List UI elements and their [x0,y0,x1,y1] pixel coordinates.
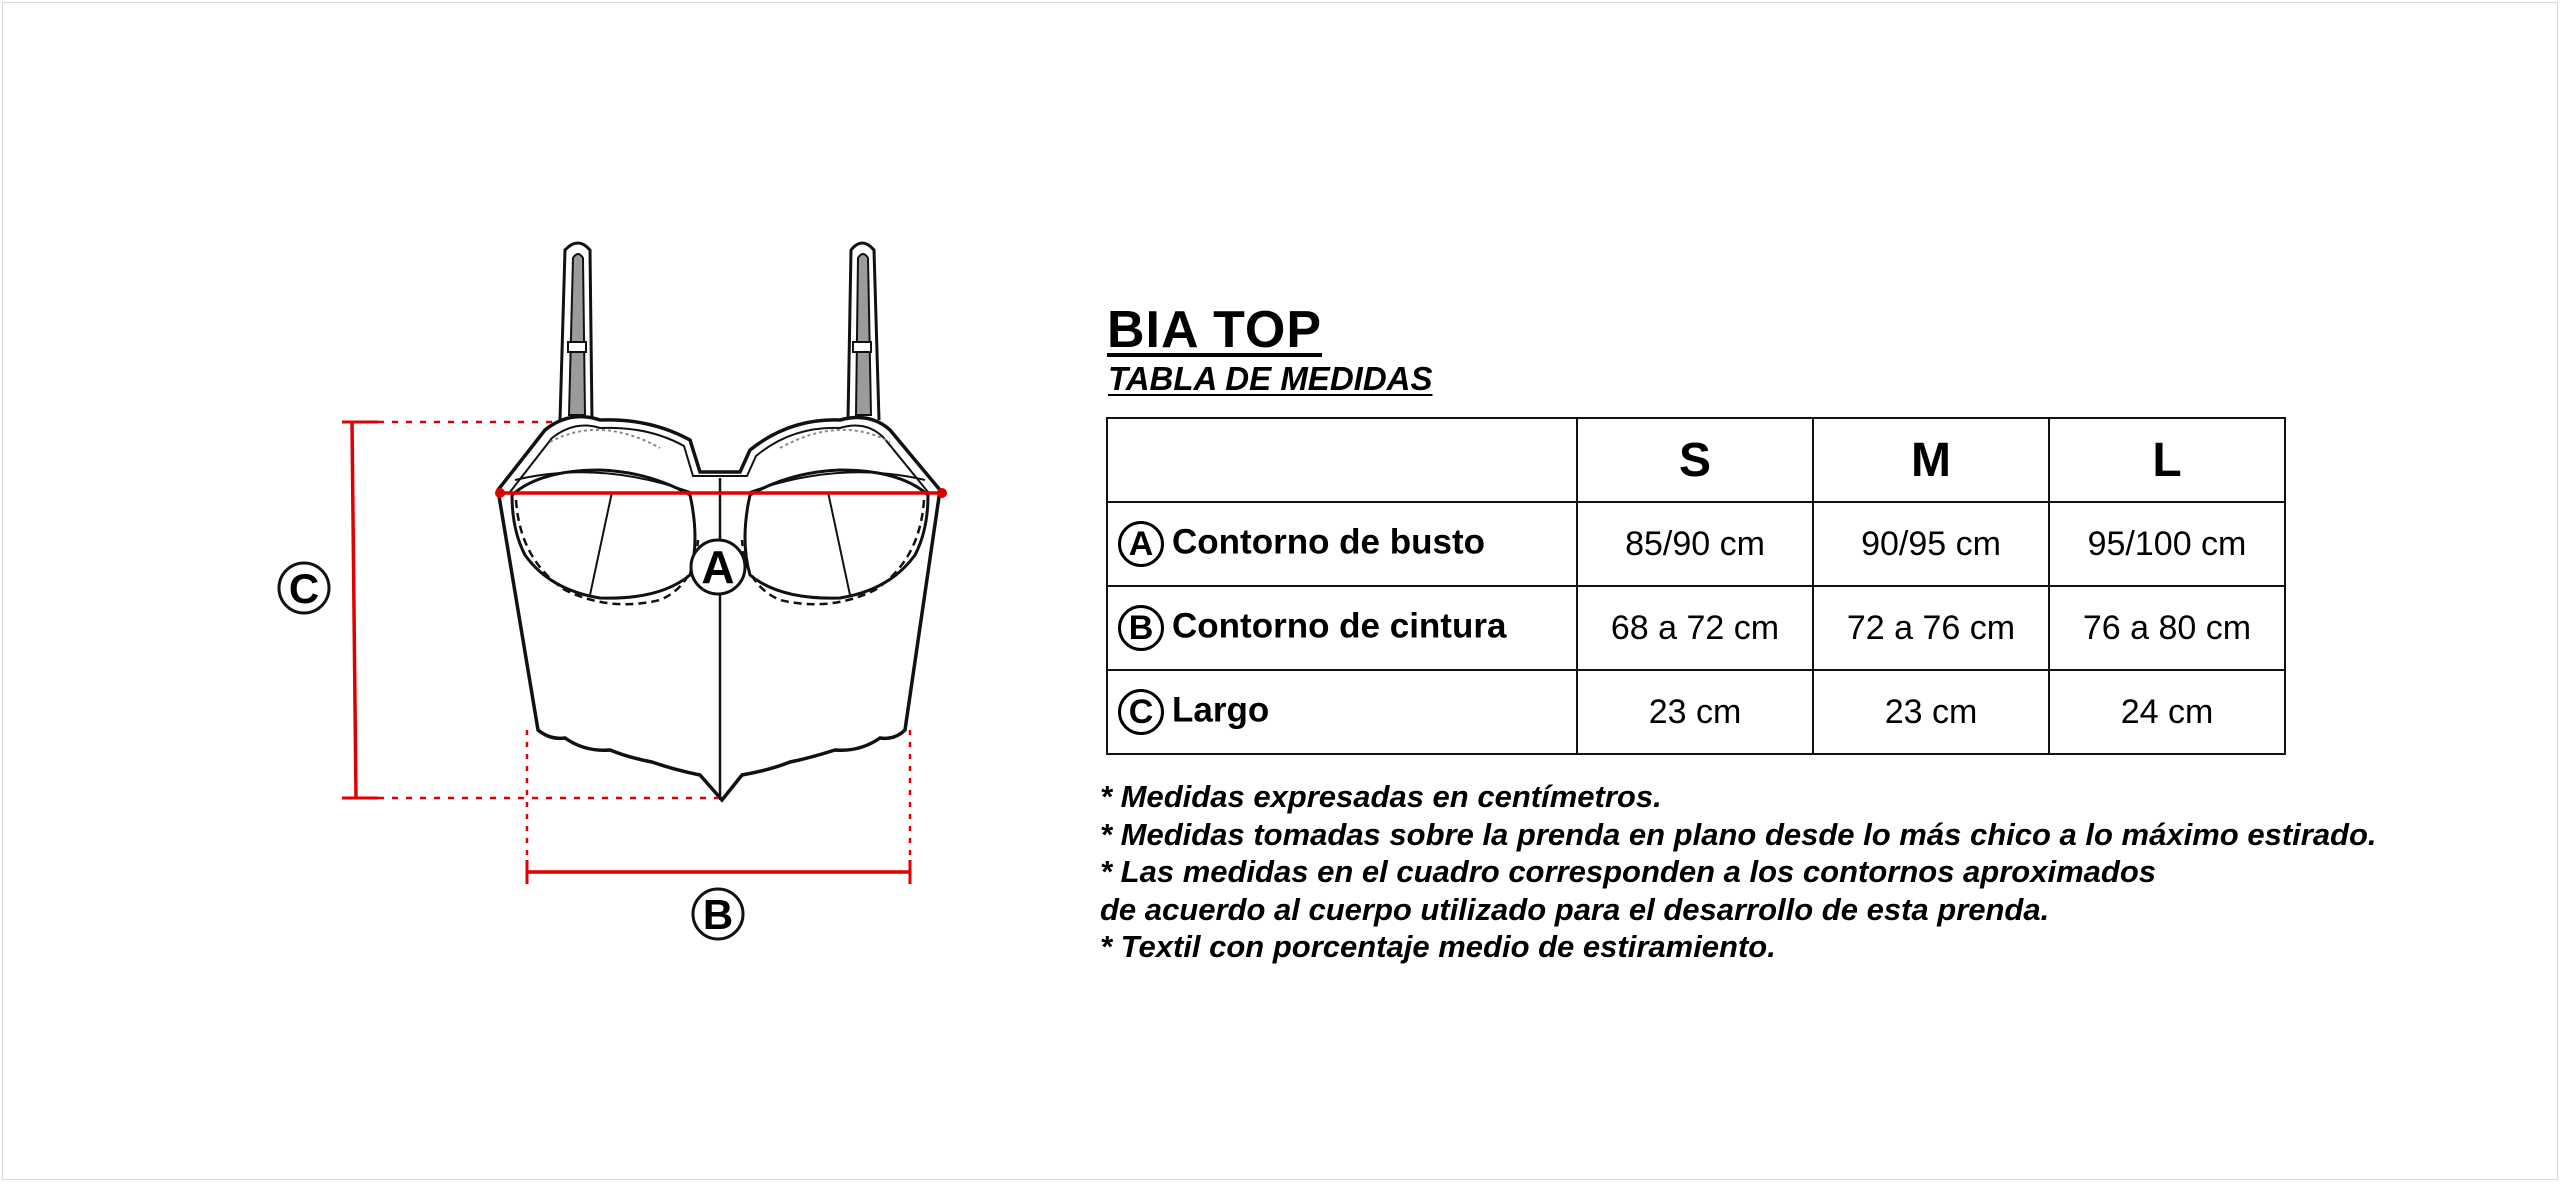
table-cell: 24 cm [2049,670,2285,754]
note-line: * Las medidas en el cuadro corresponden a los contornos aproximados [1100,854,2156,889]
marker-a: A [701,541,735,593]
right-strap [848,243,879,420]
garment-diagram [240,220,1000,960]
size-chart-subtitle: TABLA DE MEDIDAS [1108,360,1433,397]
row-marker: B [1118,605,1164,651]
table-row [1107,670,2285,754]
product-title: BIA TOP [1107,301,1323,359]
table-cell: 90/95 cm [1813,502,2049,586]
row-marker: A [1118,521,1164,567]
row-label-text: Largo [1172,690,1270,730]
marker-c: C [288,565,320,612]
table-cell: 85/90 cm [1577,502,1813,586]
garment-svg [240,220,1000,960]
header-blank-cell [1107,418,1577,502]
table-cell: 68 a 72 cm [1577,586,1813,670]
note-line: * Textil con porcentaje medio de estiramiento. [1100,929,1776,964]
table-cell: 95/100 cm [2049,502,2285,586]
table-cell: 72 a 76 cm [1813,586,2049,670]
table-cell: 23 cm [1577,670,1813,754]
size-header-l: L [2049,418,2285,502]
size-header-s: S [1577,418,1813,502]
table-row [1107,502,2285,586]
table-cell: 76 a 80 cm [2049,586,2285,670]
marker-b: B [702,891,734,938]
size-header-row [1107,418,2285,502]
table-cell: 23 cm [1813,670,2049,754]
note-line: * Medidas tomadas sobre la prenda en plano desde lo más chico a lo máximo estirado. [1100,816,2377,852]
measurement-notes [1100,778,2377,966]
row-label-length [1107,670,1577,754]
size-header-m: M [1813,418,2049,502]
row-label-bust [1107,502,1577,586]
size-table [1106,417,2286,755]
row-label-text: Contorno de busto [1172,522,1486,562]
left-strap [560,243,592,420]
note-line: * Medidas expresadas en centímetros. [1100,779,1662,814]
table-row [1107,586,2285,670]
row-marker: C [1118,689,1164,735]
row-label-waist [1107,586,1577,670]
note-line: de acuerdo al cuerpo utilizado para el desarrollo de esta prenda. [1100,891,2050,927]
row-label-text: Contorno de cintura [1172,606,1507,646]
